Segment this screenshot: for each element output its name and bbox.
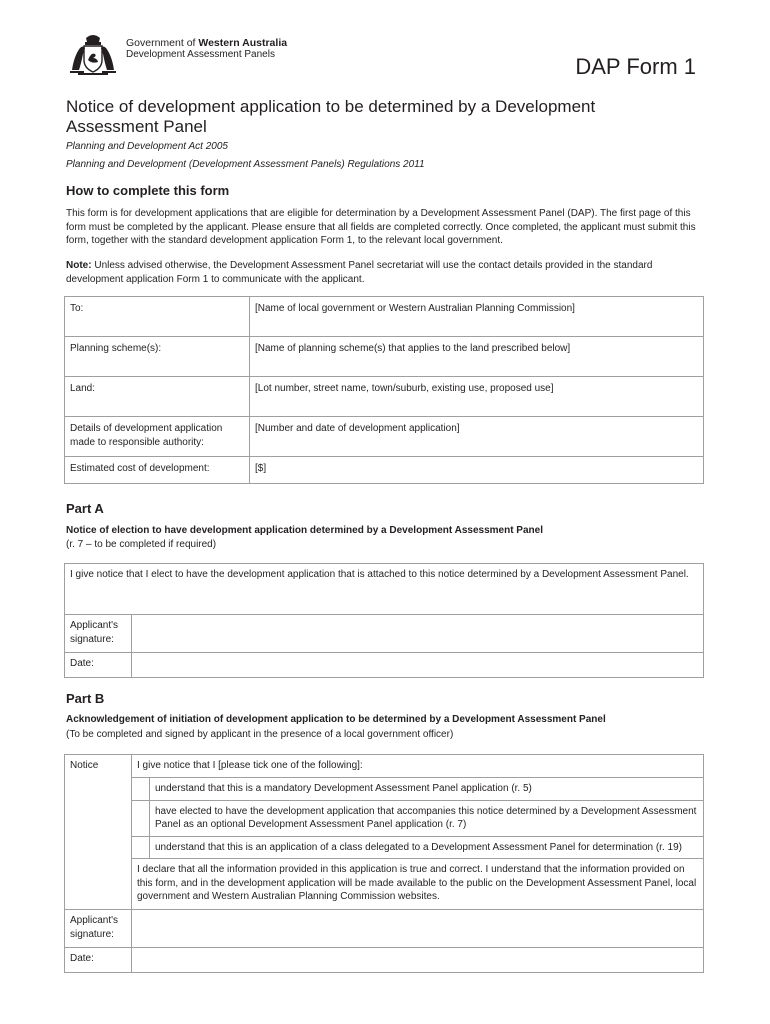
part-a-heading: Part A xyxy=(66,501,104,516)
field-label: Estimated cost of development: xyxy=(65,457,250,484)
gov-state: Western Australia xyxy=(198,37,288,49)
table-row xyxy=(65,417,704,457)
wa-crest-logo xyxy=(64,30,122,76)
application-details-field[interactable]: [Number and date of development application] xyxy=(250,417,704,457)
table-row xyxy=(65,297,704,337)
table-row xyxy=(65,948,704,973)
part-a-subheading: Notice of election to have development application determined by a Development Assessment Panel xyxy=(66,525,543,536)
table-row xyxy=(65,910,704,948)
part-b-intro: I give notice that I [please tick one of the following]: xyxy=(132,755,704,778)
field-label: To: xyxy=(65,297,250,337)
part-a-date-field[interactable] xyxy=(132,653,704,678)
agency-name: Development Assessment Panels xyxy=(126,49,275,60)
note-text: Unless advised otherwise, the Development Assessment Panel secretariat will use the contact details provided in the standard development application Form 1 to communicate with the applicant. xyxy=(66,260,653,285)
option-3-checkbox[interactable] xyxy=(132,836,150,859)
table-row xyxy=(65,778,704,801)
note-label: Note: xyxy=(66,260,92,271)
intro-paragraph: This form is for development applications that are eligible for determination by a Development Assessment Panel (DAP). The first page of this form must be completed by the applicant. Please ensure that all fields are completed correctly. Once completed, the applicant must submit this form, together with the standard development application Form 1, to the relevant local government. xyxy=(66,208,696,246)
table-row xyxy=(65,653,704,678)
part-a-table xyxy=(64,563,704,678)
regulations-reference: Planning and Development (Development Assessment Panels) Regulations 2011 xyxy=(66,159,425,170)
gov-prefix: Government of xyxy=(126,37,199,49)
table-row xyxy=(65,457,704,484)
act-reference: Planning and Development Act 2005 xyxy=(66,141,228,152)
field-label: Details of development application made to responsible authority: xyxy=(65,417,250,457)
option-3-label: understand that this is an application of a class delegated to a Development Assessment Panel for determination (r. 19) xyxy=(150,836,704,859)
field-label: Land: xyxy=(65,377,250,417)
header xyxy=(60,30,710,80)
signature-label: Applicant's signature: xyxy=(65,910,132,948)
note-paragraph xyxy=(66,259,706,286)
land-field[interactable]: [Lot number, street name, town/suburb, existing use, proposed use] xyxy=(250,377,704,417)
option-2-checkbox[interactable] xyxy=(132,800,150,836)
part-a-note: (r. 7 – to be completed if required) xyxy=(66,539,217,550)
part-a-notice: I give notice that I elect to have the development application that is attached to this notice determined by a Development Assessment Panel. xyxy=(65,564,704,615)
how-to-heading: How to complete this form xyxy=(66,183,230,198)
option-1-checkbox[interactable] xyxy=(132,778,150,801)
part-b-subheading: Acknowledgement of initiation of development application to be determined by a Development Assessment Panel xyxy=(66,714,606,725)
table-row xyxy=(65,800,704,836)
part-b-table xyxy=(64,754,704,973)
part-a-signature-field[interactable] xyxy=(132,615,704,653)
table-row xyxy=(65,755,704,778)
part-b-heading: Part B xyxy=(66,691,105,706)
government-name xyxy=(126,37,287,49)
date-label: Date: xyxy=(65,653,132,678)
date-label: Date: xyxy=(65,948,132,973)
planning-scheme-field[interactable]: [Name of planning scheme(s) that applies to the land prescribed below] xyxy=(250,337,704,377)
table-row xyxy=(65,337,704,377)
option-1-label: understand that this is a mandatory Development Assessment Panel application (r. 5) xyxy=(150,778,704,801)
option-2-label: have elected to have the development application that accompanies this notice determined by a Development Assessment Panel as an optional Development Assessment Panel application (r. 7) xyxy=(150,800,704,836)
table-row xyxy=(65,377,704,417)
table-row xyxy=(65,564,704,615)
signature-label: Applicant's signature: xyxy=(65,615,132,653)
notice-label: Notice xyxy=(65,755,132,910)
estimated-cost-field[interactable]: [$] xyxy=(250,457,704,484)
to-field[interactable]: [Name of local government or Western Australian Planning Commission] xyxy=(250,297,704,337)
part-b-signature-field[interactable] xyxy=(132,910,704,948)
table-row xyxy=(65,836,704,859)
declaration-text: I declare that all the information provided in this application is true and correct. I understand that the information provided on this form, and in the development application will be made available to the public on the Development Assessment Panel, local government and Western Australian Planning Commission websites. xyxy=(132,859,704,910)
part-b-note: (To be completed and signed by applicant in the presence of a local government officer) xyxy=(66,729,454,740)
page-title: Notice of development application to be determined by a Development Assessment Panel xyxy=(66,97,596,136)
part-b-date-field[interactable] xyxy=(132,948,704,973)
table-row xyxy=(65,615,704,653)
application-details-table xyxy=(64,296,704,484)
field-label: Planning scheme(s): xyxy=(65,337,250,377)
form-title: DAP Form 1 xyxy=(575,54,696,79)
table-row xyxy=(65,859,704,910)
